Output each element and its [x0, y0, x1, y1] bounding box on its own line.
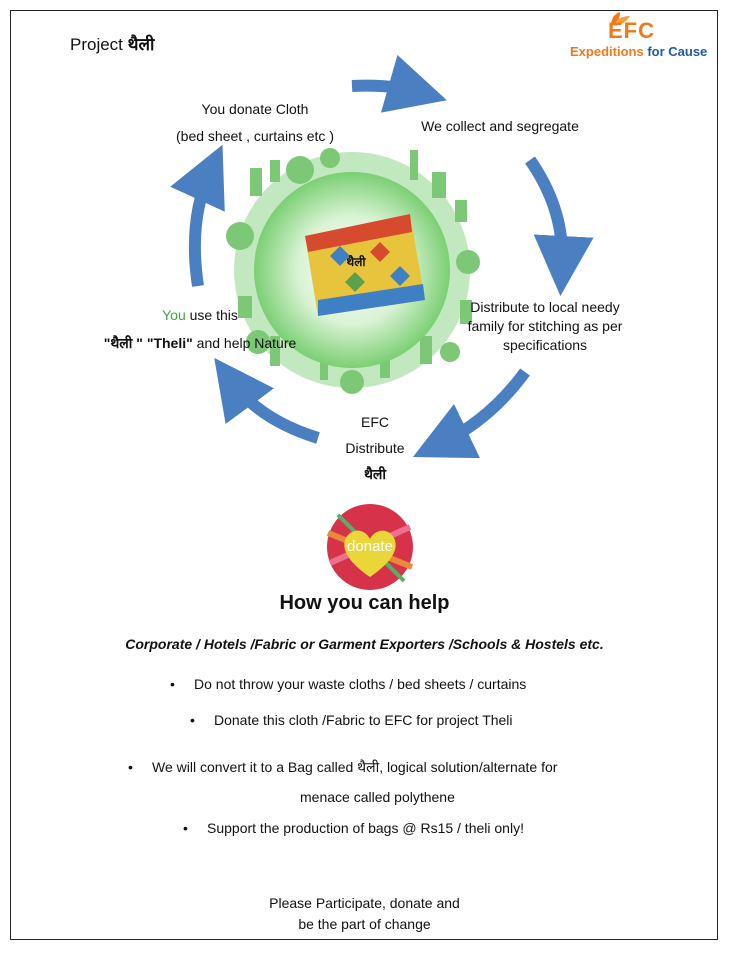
- donate-label: donate: [347, 538, 393, 555]
- step-collect: We collect and segregate: [421, 118, 579, 134]
- logo-tagline-a: Expeditions: [570, 44, 644, 59]
- title-hindi: थैली: [127, 35, 155, 54]
- step-efc-distribute: EFC Distribute थैली: [345, 414, 405, 482]
- logo-name: EFC: [608, 18, 655, 43]
- arrow-bottom-left: [232, 382, 318, 438]
- arrow-bottom-right: [440, 372, 525, 444]
- list-item: • Support the production of bags @ Rs15 / theli only!: [183, 820, 524, 836]
- list-item: • We will convert it to a Bag called थैली, logical solution/alternate for menace called polythene: [128, 759, 558, 805]
- step-donate: You donate Cloth (bed sheet , curtains etc ): [176, 101, 334, 144]
- step-distribute: Distribute to local needy family for stitching as per specifications: [467, 299, 623, 353]
- arrow-right: [530, 160, 562, 266]
- nature-globe: [226, 148, 480, 394]
- title-prefix: Project: [70, 35, 123, 54]
- logo-tagline-b: for Cause: [647, 44, 708, 59]
- audience-text: Corporate / Hotels /Fabric or Garment Exporters /Schools & Hostels etc.: [125, 636, 604, 652]
- step-use-theli: You use this "थैली " "Theli" and help Nature: [103, 307, 297, 351]
- center-label: थैली: [346, 255, 366, 269]
- arrow-left: [195, 172, 210, 286]
- donate-badge[interactable]: [324, 503, 416, 591]
- arrow-top: [352, 86, 418, 92]
- list-item: • Do not throw your waste cloths / bed sheets / curtains: [170, 676, 527, 692]
- list-item: • Donate this cloth /Fabric to EFC for project Theli: [190, 712, 513, 728]
- help-title: How you can help: [279, 592, 450, 614]
- footer-message: Please Participate, donate and be the part of change: [269, 895, 460, 932]
